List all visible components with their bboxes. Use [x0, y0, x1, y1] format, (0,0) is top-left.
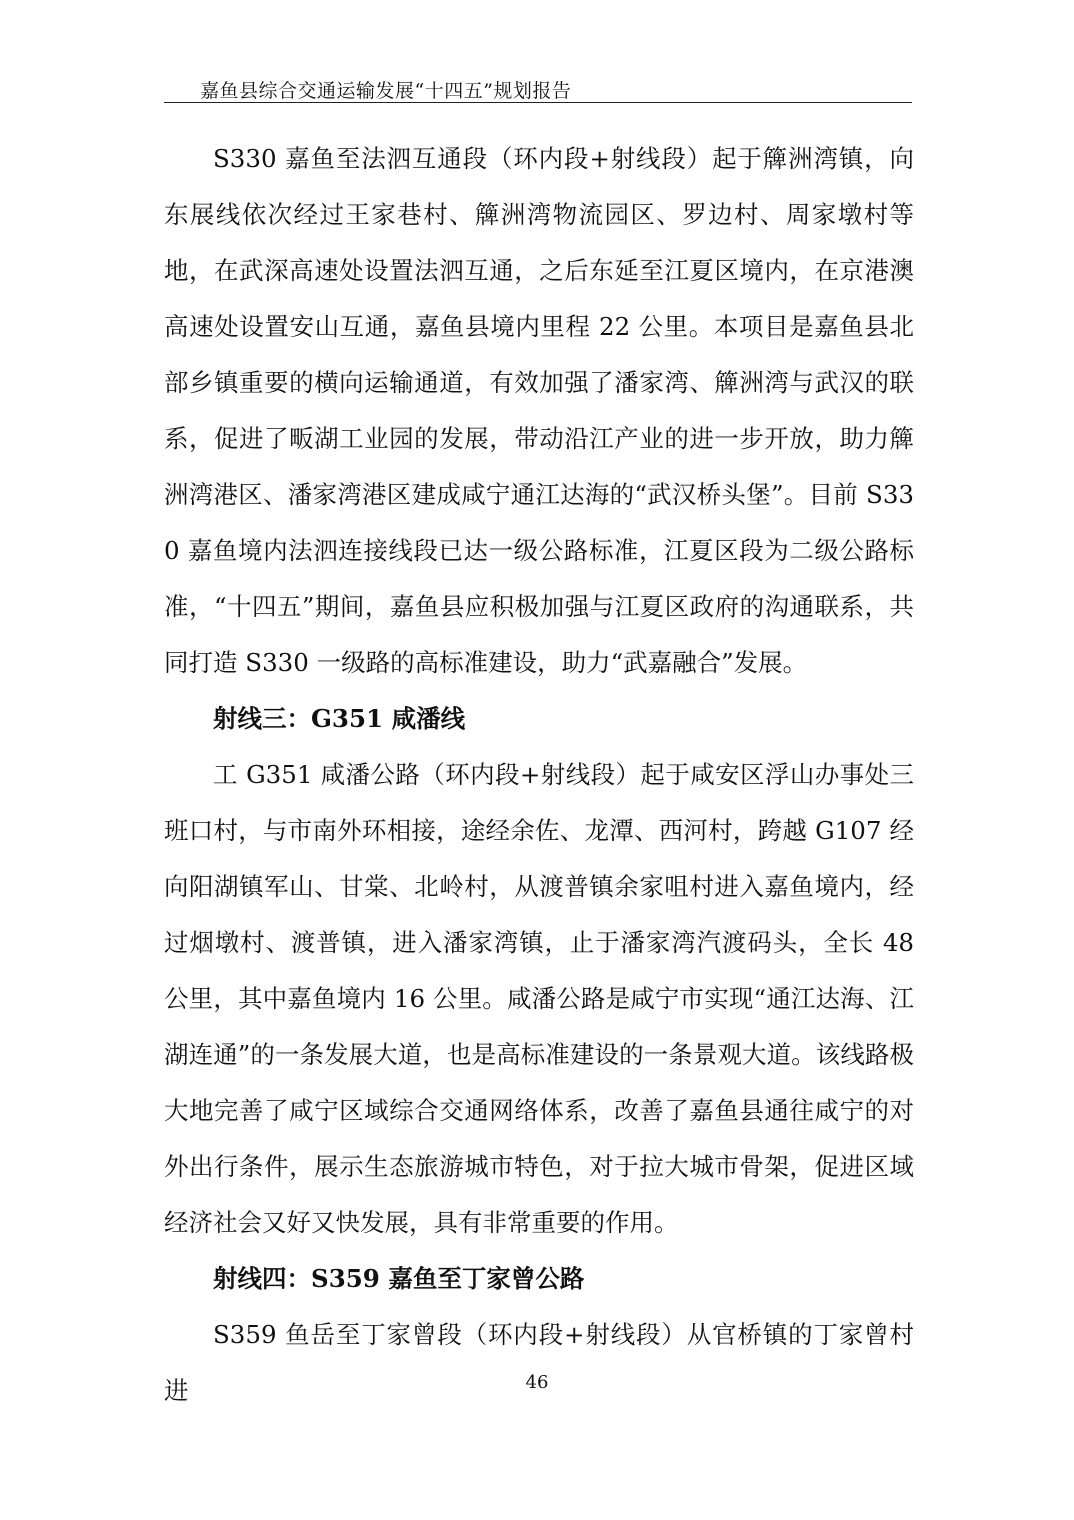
- section-heading-s359: 射线四：S359 嘉鱼至丁家曾公路: [213, 1264, 585, 1293]
- page-number: 46: [525, 1372, 549, 1393]
- paragraph-g351: 工 G351 咸潘公路（环内段+射线段）起于咸安区浮山办事处三班口村，与市南外环相接，途经余佐、龙潭、西河村，跨越 G107 经向阳湖镇军山、甘棠、北岭村，从渡普镇余家咀村进入嘉鱼境内，经过烟墩村、渡普镇，进入潘家湾镇，止于潘家湾汽渡码头，全长 48 公里，其中嘉鱼境内 16 公里。咸潘公路是咸宁市实现“通江达海、江湖连通”的一条发展大道，也是高标准建设的一条景观大道。该线路极大地完善了咸宁区域综合交通网络体系，改善了嘉鱼县通往咸宁的对外出行条件，展示生态旅游城市特色，对于拉大城市骨架，促进区域经济社会又好又快发展，具有非常重要的作用。: [164, 760, 914, 1237]
- paragraph-s330: S330 嘉鱼至法泗互通段（环内段+射线段）起于簰洲湾镇，向东展线依次经过王家巷村、簰洲湾物流园区、罗边村、周家墩村等地，在武深高速处设置法泗互通，之后东延至江夏区境内，在京港澳高速处设置安山互通，嘉鱼县境内里程 22 公里。本项目是嘉鱼县北部乡镇重要的横向运输通道，有效加强了潘家湾、簰洲湾与武汉的联系，促进了畈湖工业园的发展，带动沿江产业的进一步开放，助力簰洲湾港区、潘家湾港区建成咸宁通江达海的“武汉桥头堡”。目前 S330 嘉鱼境内法泗连接线段已达一级公路标准，江夏区段为二级公路标准，“十四五”期间，嘉鱼县应积极加强与江夏区政府的沟通联系，共同打造 S330 一级路的高标准建设，助力“武嘉融合”发展。: [164, 144, 914, 677]
- document-body: [164, 131, 914, 1419]
- paragraph-s359: S359 鱼岳至丁家曾段（环内段+射线段）从官桥镇的丁家曾村进: [164, 1320, 914, 1405]
- section-heading-g351: 射线三：G351 咸潘线: [213, 704, 466, 733]
- header-title: 嘉鱼县综合交通运输发展“十四五”规划报告: [200, 80, 572, 102]
- page-header: [164, 72, 912, 103]
